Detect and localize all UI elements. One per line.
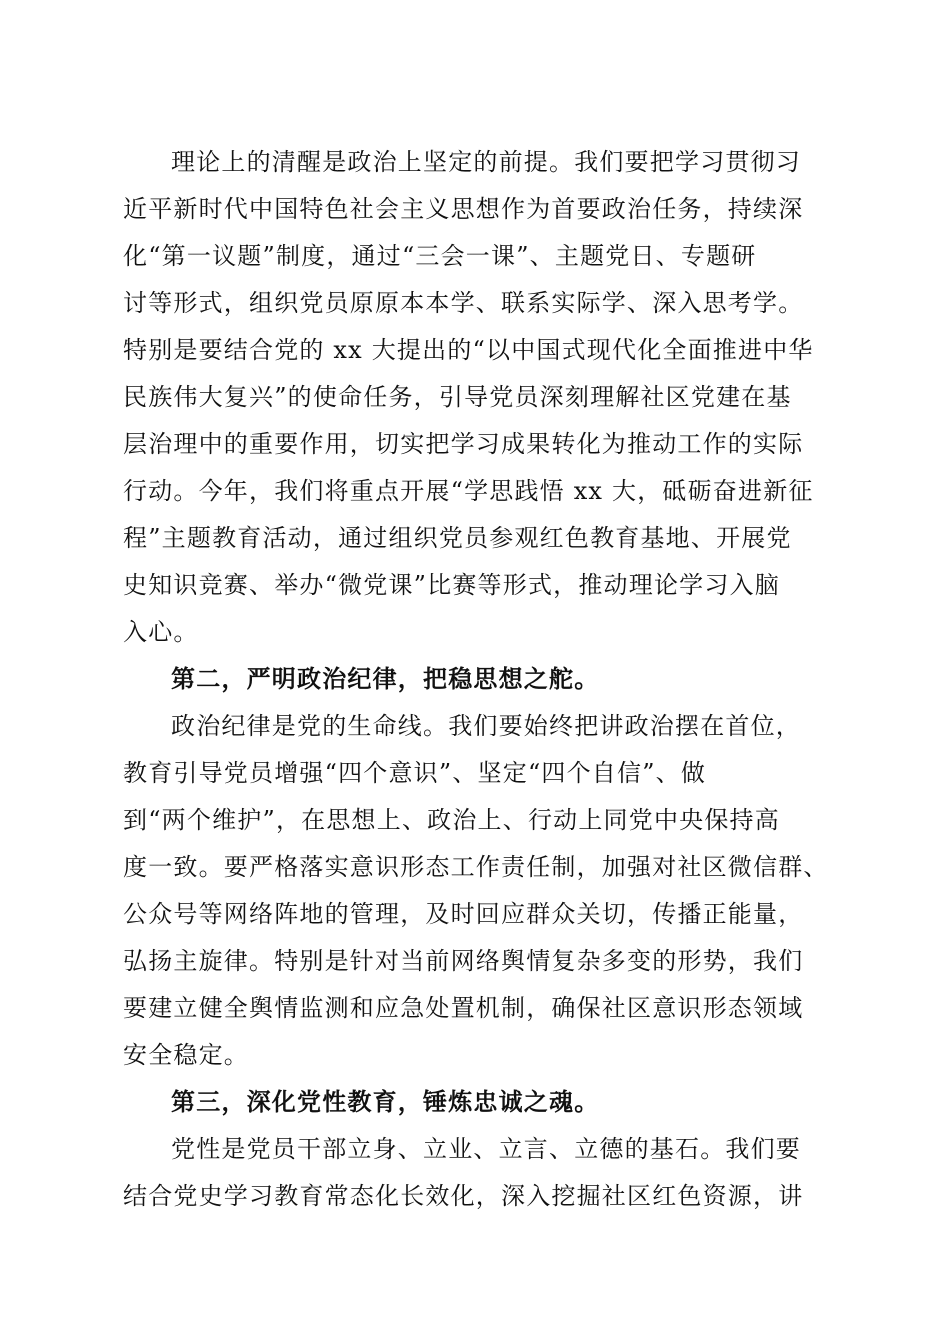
- paragraph-line: 民族伟大复兴”的使命任务，引导党员深刻理解社区党建在基: [123, 383, 792, 411]
- paragraph-line: 结合党史学习教育常态化长效化，深入挖掘社区红色资源，讲: [123, 1182, 804, 1210]
- section-heading-3: 第三，深化党性教育，锤炼忠诚之魂。: [171, 1088, 600, 1116]
- paragraph-line: 到“两个维护”，在思想上、政治上、行动上同党中央保持高: [123, 806, 780, 834]
- paragraph-line: 党性是党员干部立身、立业、立言、立德的基石。我们要: [171, 1135, 801, 1163]
- paragraph-line: 安全稳定。: [123, 1041, 249, 1069]
- paragraph-line: 史知识竞赛、举办“微党课”比赛等形式，推动理论学习入脑: [123, 571, 780, 599]
- paragraph-line: 特别是要结合党的 xx 大提出的“以中国式现代化全面推进中华: [123, 336, 814, 364]
- paragraph-line: 政治纪律是党的生命线。我们要始终把讲政治摆在首位，: [171, 712, 801, 740]
- paragraph-line: 近平新时代中国特色社会主义思想作为首要政治任务，持续深: [123, 195, 804, 223]
- paragraph-line: 行动。今年，我们将重点开展“学思践悟 xx 大，砥砺奋进新征: [123, 477, 814, 505]
- paragraph-line: 度一致。要严格落实意识形态工作责任制，加强对社区微信群、: [123, 853, 829, 881]
- paragraph-line: 弘扬主旋律。特别是针对当前网络舆情复杂多变的形势，我们: [123, 947, 804, 975]
- paragraph-line: 讨等形式，组织党员原原本本学、联系实际学、深入思考学。: [123, 289, 804, 317]
- paragraph-line: 理论上的清醒是政治上坚定的前提。我们要把学习贯彻习: [171, 148, 801, 176]
- paragraph-line: 公众号等网络阵地的管理，及时回应群众关切，传播正能量，: [123, 900, 804, 928]
- section-heading-2: 第二，严明政治纪律，把稳思想之舵。: [171, 665, 600, 693]
- paragraph-line: 化“第一议题”制度，通过“三会一课”、主题党日、专题研: [123, 242, 757, 270]
- paragraph-line: 教育引导党员增强“四个意识”、坚定“四个自信”、做: [123, 759, 707, 787]
- paragraph-line: 层治理中的重要作用，切实把学习成果转化为推动工作的实际: [123, 430, 804, 458]
- paragraph-line: 入心。: [123, 618, 199, 646]
- paragraph-line: 要建立健全舆情监测和应急处置机制，确保社区意识形态领域: [123, 994, 804, 1022]
- paragraph-line: 程”主题教育活动，通过组织党员参观红色教育基地、开展党: [123, 524, 792, 552]
